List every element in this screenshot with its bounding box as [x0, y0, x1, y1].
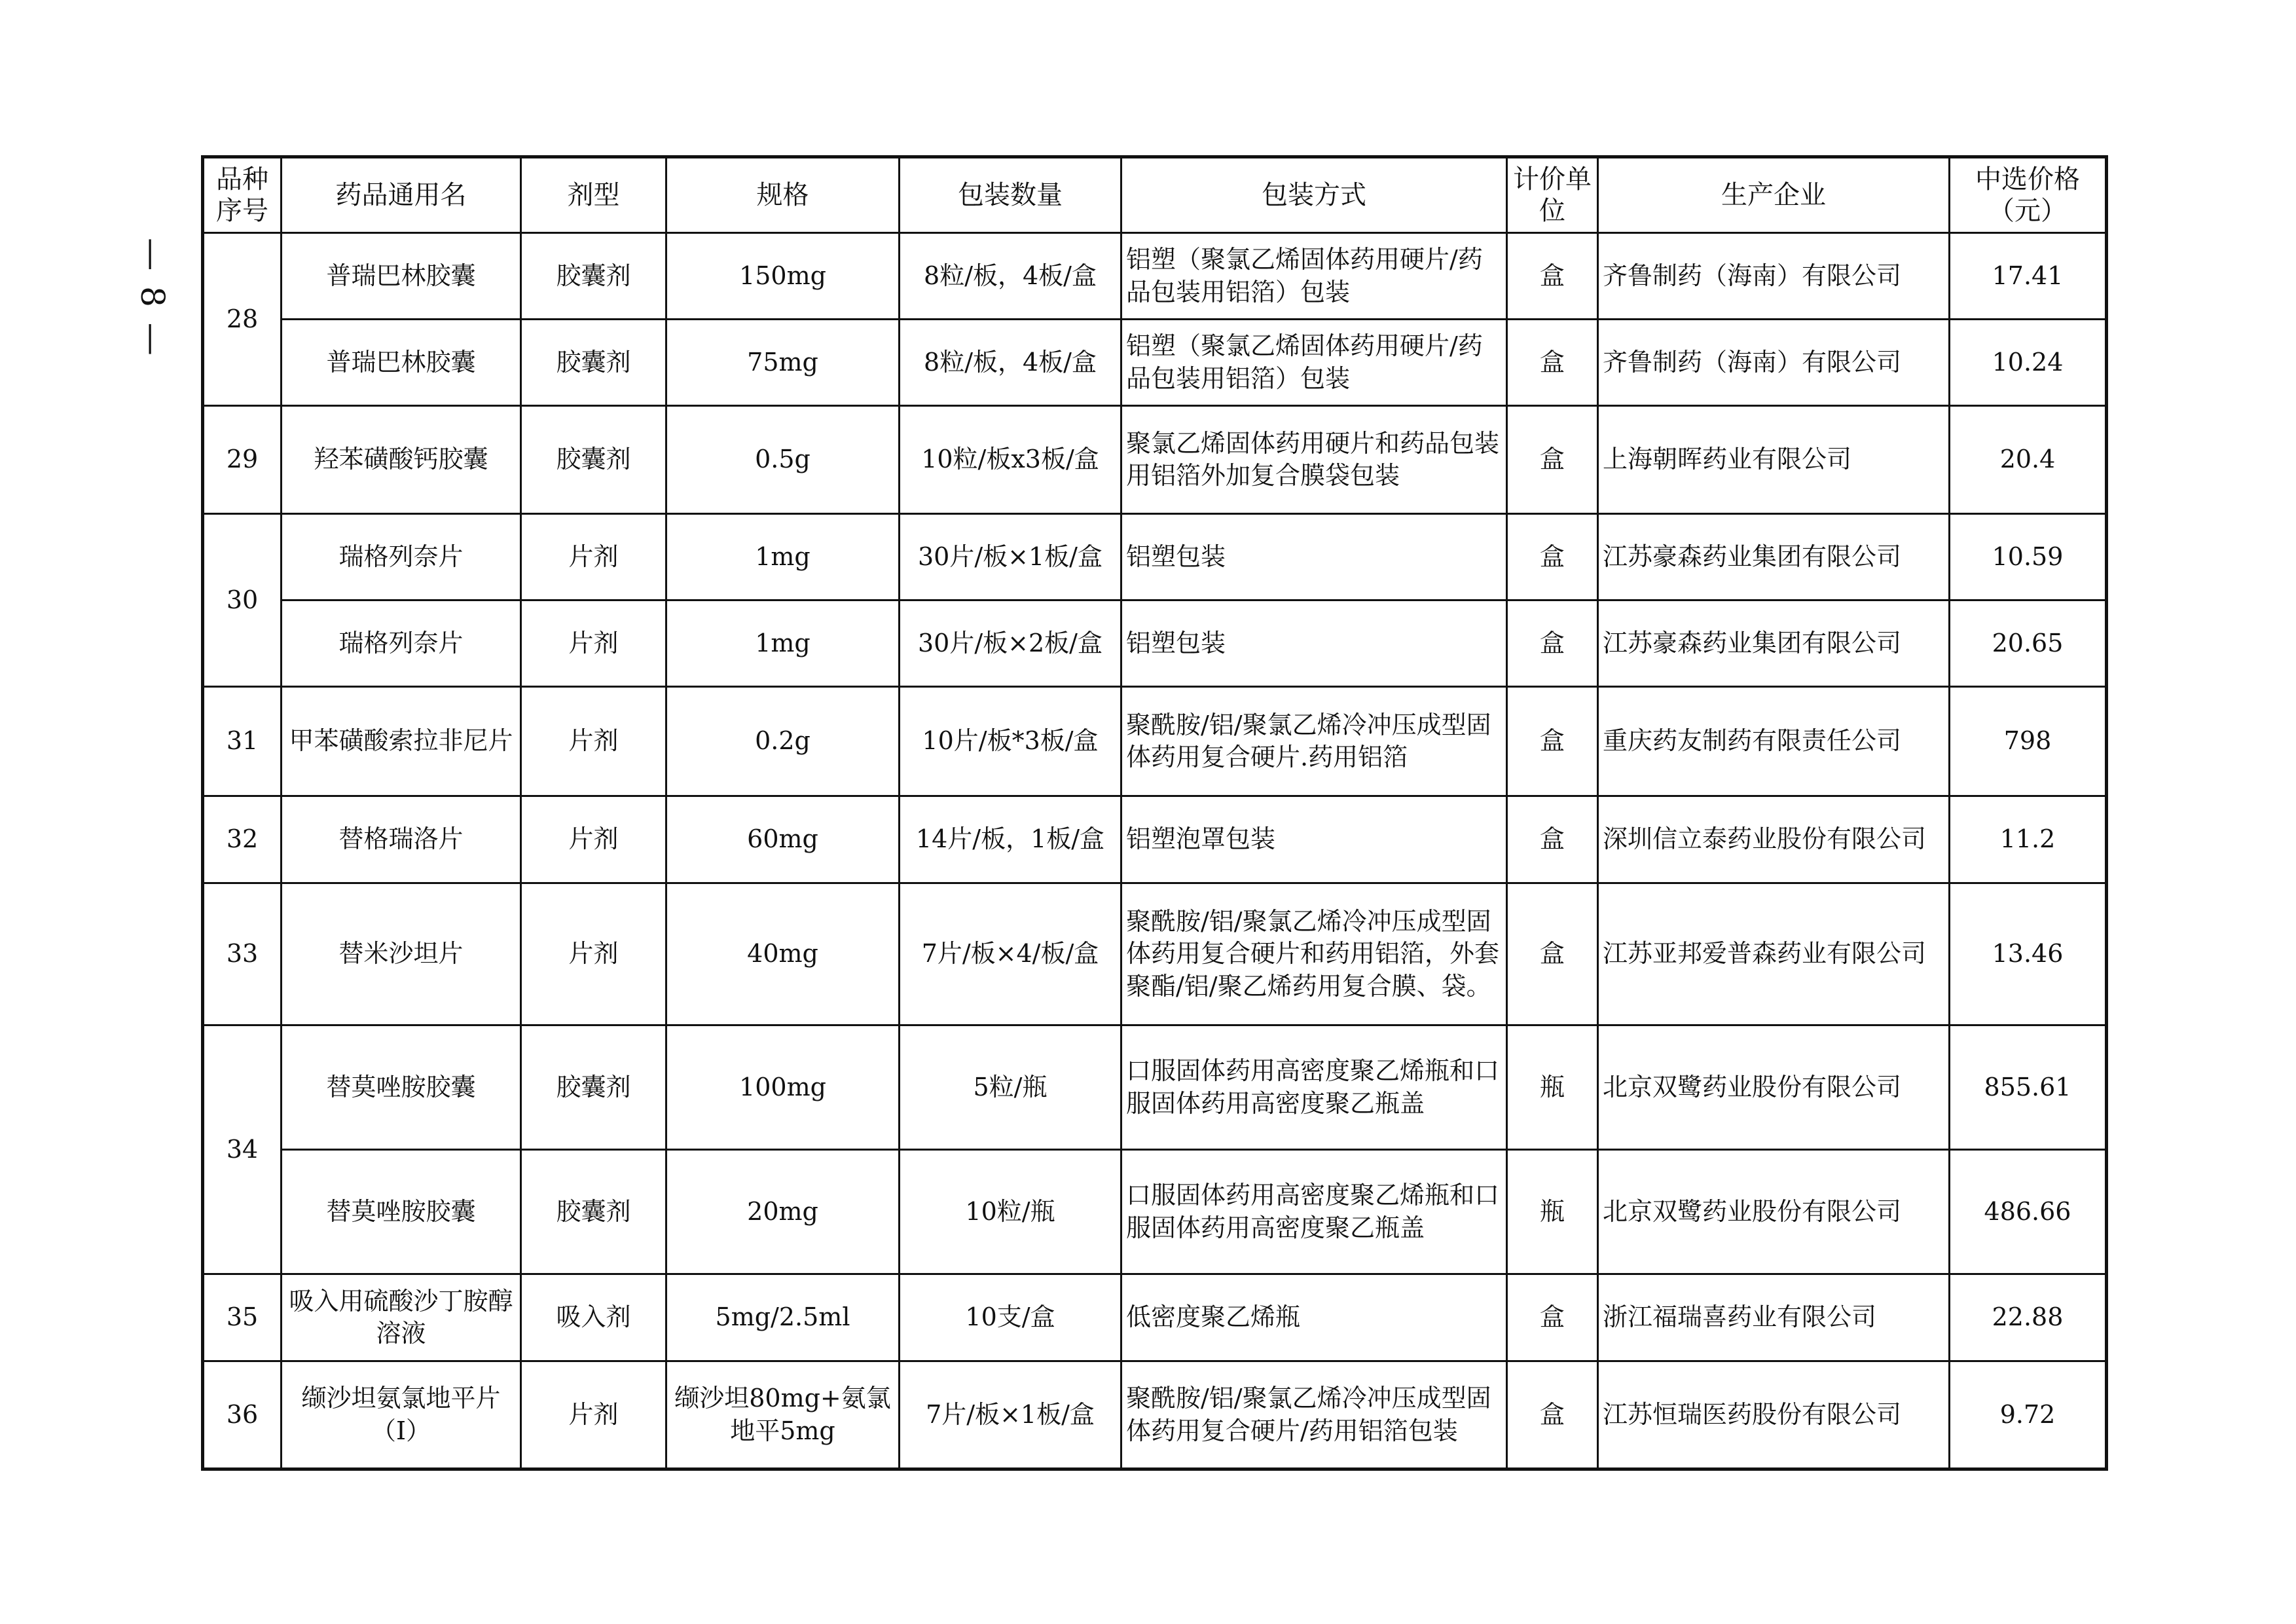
- cell-maker: 江苏豪森药业集团有限公司: [1598, 514, 1950, 600]
- cell-spec: 60mg: [666, 796, 900, 883]
- cell-form: 片剂: [521, 883, 666, 1025]
- header-maker: 生产企业: [1598, 157, 1950, 233]
- cell-form: 胶囊剂: [521, 406, 666, 514]
- header-spec: 规格: [666, 157, 900, 233]
- cell-maker: 重庆药友制药有限责任公司: [1598, 687, 1950, 796]
- cell-unit: 盒: [1507, 406, 1598, 514]
- cell-price: 13.46: [1950, 883, 2107, 1025]
- cell-price: 11.2: [1950, 796, 2107, 883]
- cell-price: 17.41: [1950, 233, 2107, 320]
- cell-qty: 30片/板×2板/盒: [900, 600, 1121, 687]
- cell-form: 片剂: [521, 796, 666, 883]
- table-row: [203, 796, 2107, 883]
- page-number: [123, 226, 182, 370]
- cell-unit: 盒: [1507, 233, 1598, 320]
- cell-unit: 盒: [1507, 320, 1598, 406]
- cell-qty: 10粒/瓶: [900, 1150, 1121, 1274]
- cell-qty: 7片/板×1板/盒: [900, 1361, 1121, 1469]
- cell-unit: 盒: [1507, 687, 1598, 796]
- cell-name: 普瑞巴林胶囊: [282, 233, 521, 320]
- cell-pack: 铝塑包装: [1121, 514, 1507, 600]
- page-number-text: — 8 —: [134, 238, 172, 358]
- cell-price: 855.61: [1950, 1025, 2107, 1150]
- cell-name: 甲苯磺酸索拉非尼片: [282, 687, 521, 796]
- cell-qty: 10支/盒: [900, 1274, 1121, 1361]
- cell-unit: 瓶: [1507, 1025, 1598, 1150]
- header-pack: 包装方式: [1121, 157, 1507, 233]
- cell-name: 瑞格列奈片: [282, 514, 521, 600]
- cell-qty: 10粒/板x3板/盒: [900, 406, 1121, 514]
- drug-price-table: [201, 155, 2108, 1471]
- cell-unit: 盒: [1507, 1361, 1598, 1469]
- header-seq: 品种序号: [203, 157, 282, 233]
- cell-qty: 8粒/板，4板/盒: [900, 233, 1121, 320]
- cell-seq: 34: [203, 1025, 282, 1274]
- cell-unit: 瓶: [1507, 1150, 1598, 1274]
- cell-seq: 31: [203, 687, 282, 796]
- cell-pack: 低密度聚乙烯瓶: [1121, 1274, 1507, 1361]
- cell-name: 瑞格列奈片: [282, 600, 521, 687]
- cell-maker: 齐鲁制药（海南）有限公司: [1598, 233, 1950, 320]
- table-row: [203, 514, 2107, 600]
- cell-unit: 盒: [1507, 600, 1598, 687]
- header-name: 药品通用名: [282, 157, 521, 233]
- cell-maker: 齐鲁制药（海南）有限公司: [1598, 320, 1950, 406]
- header-price: 中选价格（元）: [1950, 157, 2107, 233]
- cell-spec: 0.2g: [666, 687, 900, 796]
- cell-price: 486.66: [1950, 1150, 2107, 1274]
- cell-price: 20.65: [1950, 600, 2107, 687]
- header-qty: 包装数量: [900, 157, 1121, 233]
- cell-form: 胶囊剂: [521, 1150, 666, 1274]
- cell-spec: 0.5g: [666, 406, 900, 514]
- table-row: [203, 883, 2107, 1025]
- cell-maker: 上海朝晖药业有限公司: [1598, 406, 1950, 514]
- cell-name: 普瑞巴林胶囊: [282, 320, 521, 406]
- cell-spec: 5mg/2.5ml: [666, 1274, 900, 1361]
- table-row: [203, 1274, 2107, 1361]
- cell-form: 片剂: [521, 514, 666, 600]
- cell-form: 片剂: [521, 687, 666, 796]
- cell-unit: 盒: [1507, 1274, 1598, 1361]
- cell-name: 缬沙坦氨氯地平片（Ⅰ）: [282, 1361, 521, 1469]
- cell-form: 胶囊剂: [521, 320, 666, 406]
- cell-unit: 盒: [1507, 883, 1598, 1025]
- cell-pack: 口服固体药用高密度聚乙烯瓶和口服固体药用高密度聚乙瓶盖: [1121, 1150, 1507, 1274]
- cell-pack: 聚酰胺/铝/聚氯乙烯冷冲压成型固体药用复合硬片.药用铝箔: [1121, 687, 1507, 796]
- cell-name: 替莫唑胺胶囊: [282, 1150, 521, 1274]
- cell-pack: 聚氯乙烯固体药用硬片和药品包装用铝箔外加复合膜袋包装: [1121, 406, 1507, 514]
- cell-pack: 聚酰胺/铝/聚氯乙烯冷冲压成型固体药用复合硬片和药用铝箔，外套聚酯/铝/聚乙烯药用复合膜、袋。: [1121, 883, 1507, 1025]
- cell-pack: 铝塑（聚氯乙烯固体药用硬片/药品包装用铝箔）包装: [1121, 233, 1507, 320]
- table-row: [203, 1150, 2107, 1274]
- cell-spec: 100mg: [666, 1025, 900, 1150]
- cell-form: 吸入剂: [521, 1274, 666, 1361]
- cell-form: 片剂: [521, 1361, 666, 1469]
- cell-spec: 150mg: [666, 233, 900, 320]
- cell-maker: 浙江福瑞喜药业有限公司: [1598, 1274, 1950, 1361]
- cell-unit: 盒: [1507, 796, 1598, 883]
- cell-spec: 40mg: [666, 883, 900, 1025]
- cell-form: 胶囊剂: [521, 233, 666, 320]
- cell-spec: 75mg: [666, 320, 900, 406]
- cell-spec: 1mg: [666, 514, 900, 600]
- cell-maker: 江苏恒瑞医药股份有限公司: [1598, 1361, 1950, 1469]
- cell-maker: 江苏亚邦爱普森药业有限公司: [1598, 883, 1950, 1025]
- cell-seq: 30: [203, 514, 282, 687]
- cell-qty: 8粒/板，4板/盒: [900, 320, 1121, 406]
- cell-form: 胶囊剂: [521, 1025, 666, 1150]
- cell-form: 片剂: [521, 600, 666, 687]
- cell-spec: 1mg: [666, 600, 900, 687]
- cell-qty: 14片/板，1板/盒: [900, 796, 1121, 883]
- table-row: [203, 1361, 2107, 1469]
- table-row: [203, 1025, 2107, 1150]
- cell-price: 9.72: [1950, 1361, 2107, 1469]
- cell-maker: 江苏豪森药业集团有限公司: [1598, 600, 1950, 687]
- cell-seq: 36: [203, 1361, 282, 1469]
- header-unit: 计价单位: [1507, 157, 1598, 233]
- table-row: [203, 320, 2107, 406]
- cell-qty: 30片/板×1板/盒: [900, 514, 1121, 600]
- cell-seq: 35: [203, 1274, 282, 1361]
- table-header-row: [203, 157, 2107, 233]
- cell-qty: 7片/板×4/板/盒: [900, 883, 1121, 1025]
- cell-seq: 29: [203, 406, 282, 514]
- cell-maker: 北京双鹭药业股份有限公司: [1598, 1025, 1950, 1150]
- cell-qty: 10片/板*3板/盒: [900, 687, 1121, 796]
- cell-unit: 盒: [1507, 514, 1598, 600]
- cell-seq: 28: [203, 233, 282, 406]
- cell-seq: 32: [203, 796, 282, 883]
- table-row: [203, 600, 2107, 687]
- cell-pack: 铝塑泡罩包装: [1121, 796, 1507, 883]
- cell-name: 替莫唑胺胶囊: [282, 1025, 521, 1150]
- cell-seq: 33: [203, 883, 282, 1025]
- cell-name: 吸入用硫酸沙丁胺醇溶液: [282, 1274, 521, 1361]
- cell-price: 10.59: [1950, 514, 2107, 600]
- cell-qty: 5粒/瓶: [900, 1025, 1121, 1150]
- table-row: [203, 687, 2107, 796]
- cell-pack: 聚酰胺/铝/聚氯乙烯冷冲压成型固体药用复合硬片/药用铝箔包装: [1121, 1361, 1507, 1469]
- cell-name: 羟苯磺酸钙胶囊: [282, 406, 521, 514]
- table-row: [203, 233, 2107, 320]
- header-form: 剂型: [521, 157, 666, 233]
- cell-pack: 铝塑包装: [1121, 600, 1507, 687]
- cell-maker: 深圳信立泰药业股份有限公司: [1598, 796, 1950, 883]
- cell-price: 10.24: [1950, 320, 2107, 406]
- cell-price: 20.4: [1950, 406, 2107, 514]
- cell-pack: 铝塑（聚氯乙烯固体药用硬片/药品包装用铝箔）包装: [1121, 320, 1507, 406]
- cell-price: 22.88: [1950, 1274, 2107, 1361]
- cell-name: 替米沙坦片: [282, 883, 521, 1025]
- table-row: [203, 406, 2107, 514]
- cell-name: 替格瑞洛片: [282, 796, 521, 883]
- cell-price: 798: [1950, 687, 2107, 796]
- cell-spec: 缬沙坦80mg+氨氯地平5mg: [666, 1361, 900, 1469]
- cell-maker: 北京双鹭药业股份有限公司: [1598, 1150, 1950, 1274]
- cell-pack: 口服固体药用高密度聚乙烯瓶和口服固体药用高密度聚乙瓶盖: [1121, 1025, 1507, 1150]
- cell-spec: 20mg: [666, 1150, 900, 1274]
